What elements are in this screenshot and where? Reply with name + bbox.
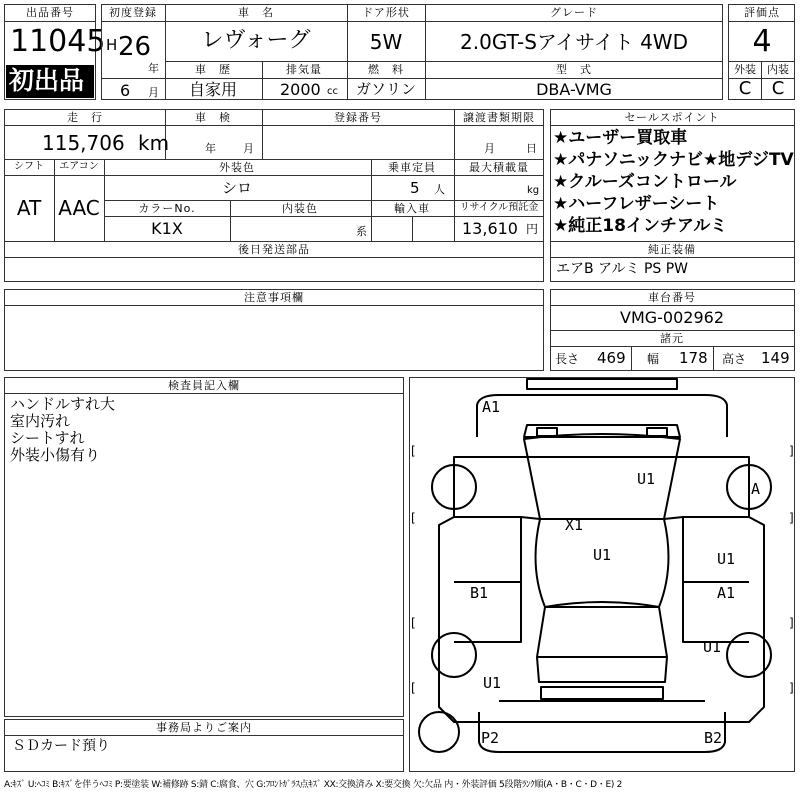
chassis-label: 車台番号 <box>648 291 696 304</box>
int-grade-label: 内装 <box>767 63 789 76</box>
notes-label: 注意事項欄 <box>244 291 304 304</box>
score: 4 <box>752 24 772 59</box>
damage-mark: A1 <box>717 584 736 602</box>
sales-label: セールスポイント <box>624 111 720 124</box>
dims-label: 諸元 <box>660 332 684 345</box>
load-unit: kg <box>527 185 540 196</box>
grade-label: グレード <box>550 6 598 19</box>
history: 自家用 <box>188 80 238 99</box>
fuel-label: 燃 料 <box>368 63 404 76</box>
damage-mark: P2 <box>481 729 500 747</box>
ac-label: エアコン <box>59 161 99 172</box>
later-parts-label: 後日発送部品 <box>238 243 310 256</box>
chassis-number: VMG-002962 <box>620 308 724 327</box>
capacity-unit: 人 <box>434 183 445 196</box>
length-label: 長さ <box>555 352 580 366</box>
car-name: レヴォーグ <box>201 28 311 53</box>
office-text: ＳＤカード預り <box>12 738 110 754</box>
color-label: 外装色 <box>219 161 255 174</box>
capacity-label: 乗車定員 <box>388 161 436 174</box>
car-name-label: 車 名 <box>238 6 274 19</box>
recycle-amount: 13,610 <box>462 219 518 238</box>
damage-mark: A1 <box>482 398 501 416</box>
damage-mark: U1 <box>483 674 502 692</box>
width-value: 178 <box>679 349 708 367</box>
transfer-label: 譲渡書類期限 <box>463 111 535 124</box>
damage-mark: A <box>751 480 761 498</box>
displacement: 2000 <box>280 80 321 99</box>
model-label: 型 式 <box>556 63 592 76</box>
capacity: 5 <box>410 179 420 197</box>
damage-mark: U1 <box>637 470 656 488</box>
damage-mark: U1 <box>703 638 722 656</box>
int-grade: C <box>771 78 785 99</box>
car-diagram <box>409 377 795 772</box>
model-code: DBA-VMG <box>536 80 612 99</box>
grade: 2.0GT-Sアイサイト 4WD <box>460 30 688 54</box>
sales-point: ★パナソニックナビ★地デジTV <box>553 150 794 170</box>
load-label: 最大積載量 <box>469 161 529 174</box>
fuel: ガソリン <box>355 80 417 98</box>
lot-label: 出品番号 <box>26 6 74 19</box>
mileage-label: 走 行 <box>67 111 103 124</box>
height-value: 149 <box>761 349 790 367</box>
ext-grade-label: 外装 <box>734 63 756 76</box>
displacement-label: 排気量 <box>286 63 322 76</box>
length-value: 469 <box>597 349 626 367</box>
inspector-note: シートすれ <box>10 429 85 447</box>
height-label: 高さ <box>722 352 747 366</box>
damage-legend: A:ｷｽﾞ U:ﾍｺﾐ B:ｷｽﾞを伴うﾍｺﾐ P:要塗装 W:補修跡 S:錆 C:腐食、穴 G:ﾌﾛﾝﾄｶﾞﾗｽ点ｷｽﾞ XX:交換済み X:要交換 欠:欠品 内・外装評価 5段階ﾗﾝｸ順(A・B・C・D・E) 2 <box>4 780 623 790</box>
inspector-label: 検査員記入欄 <box>168 379 240 392</box>
reg-month: 6 <box>120 81 131 100</box>
damage-mark: B1 <box>470 584 489 602</box>
door-type: 5W <box>369 30 403 54</box>
svg-text:[: [ <box>411 511 416 525</box>
svg-text:]: ] <box>789 511 794 525</box>
int-color-label: 内装色 <box>282 202 318 215</box>
recycle-unit: 円 <box>526 222 539 236</box>
era: H <box>106 36 118 54</box>
svg-text:]: ] <box>789 681 794 695</box>
score-label: 評価点 <box>744 6 780 19</box>
first-listing-text: 初出品 <box>9 66 85 95</box>
equipment-value: エアB アルミ PS PW <box>556 261 689 277</box>
lot-number: 11045 <box>10 24 106 59</box>
sales-point: ★クルーズコントロール <box>553 172 737 192</box>
sales-point: ★ハーフレザーシート <box>553 194 720 214</box>
shift: AT <box>16 196 42 220</box>
damage-mark: U1 <box>717 550 736 568</box>
mileage: 115,706 <box>42 131 125 155</box>
plate-label: 登録番号 <box>334 111 382 124</box>
shift-label: シフト <box>14 161 44 172</box>
svg-text:]: ] <box>789 444 794 458</box>
svg-text:[: [ <box>411 444 416 458</box>
ac: AAC <box>58 196 100 220</box>
color-no-label: カラーNo. <box>138 202 196 215</box>
transfer-day-unit: 日 <box>526 142 537 155</box>
svg-text:]: ] <box>789 616 794 630</box>
inspector-note: 室内汚れ <box>10 412 71 430</box>
month-unit: 月 <box>148 86 159 99</box>
insp-month-unit: 月 <box>243 142 254 155</box>
damage-mark: X1 <box>565 516 584 534</box>
color: シロ <box>221 179 253 197</box>
transfer-month-unit: 月 <box>484 142 495 155</box>
ext-grade: C <box>738 78 752 99</box>
svg-text:[: [ <box>411 681 416 695</box>
insp-year-unit: 年 <box>205 142 216 155</box>
sales-point: ★純正18インチアルミ <box>553 216 728 236</box>
svg-text:[: [ <box>411 616 416 630</box>
door-label: ドア形状 <box>362 6 410 19</box>
inspector-note: ハンドルすれ大 <box>10 395 116 413</box>
import-label: 輸入車 <box>394 202 430 215</box>
mileage-unit: km <box>138 131 170 155</box>
width-label: 幅 <box>647 352 660 366</box>
int-color-suffix: 系 <box>356 225 367 238</box>
reg-year: 26 <box>118 32 152 62</box>
reg-label: 初度登録 <box>109 6 157 19</box>
equipment-label: 純正装備 <box>648 243 696 256</box>
damage-mark: U1 <box>593 546 612 564</box>
inspection-label: 車 検 <box>195 111 231 124</box>
history-label: 車 歴 <box>195 63 231 76</box>
office-label: 事務局よりご案内 <box>156 721 252 734</box>
recycle-label: リサイクル預託金 <box>459 202 539 213</box>
sales-point: ★ユーザー買取車 <box>553 128 688 148</box>
year-unit: 年 <box>148 62 159 75</box>
color-no: K1X <box>151 219 183 238</box>
inspector-note: 外装小傷有り <box>10 446 101 464</box>
displacement-unit: cc <box>327 86 338 97</box>
damage-mark: B2 <box>704 729 723 747</box>
